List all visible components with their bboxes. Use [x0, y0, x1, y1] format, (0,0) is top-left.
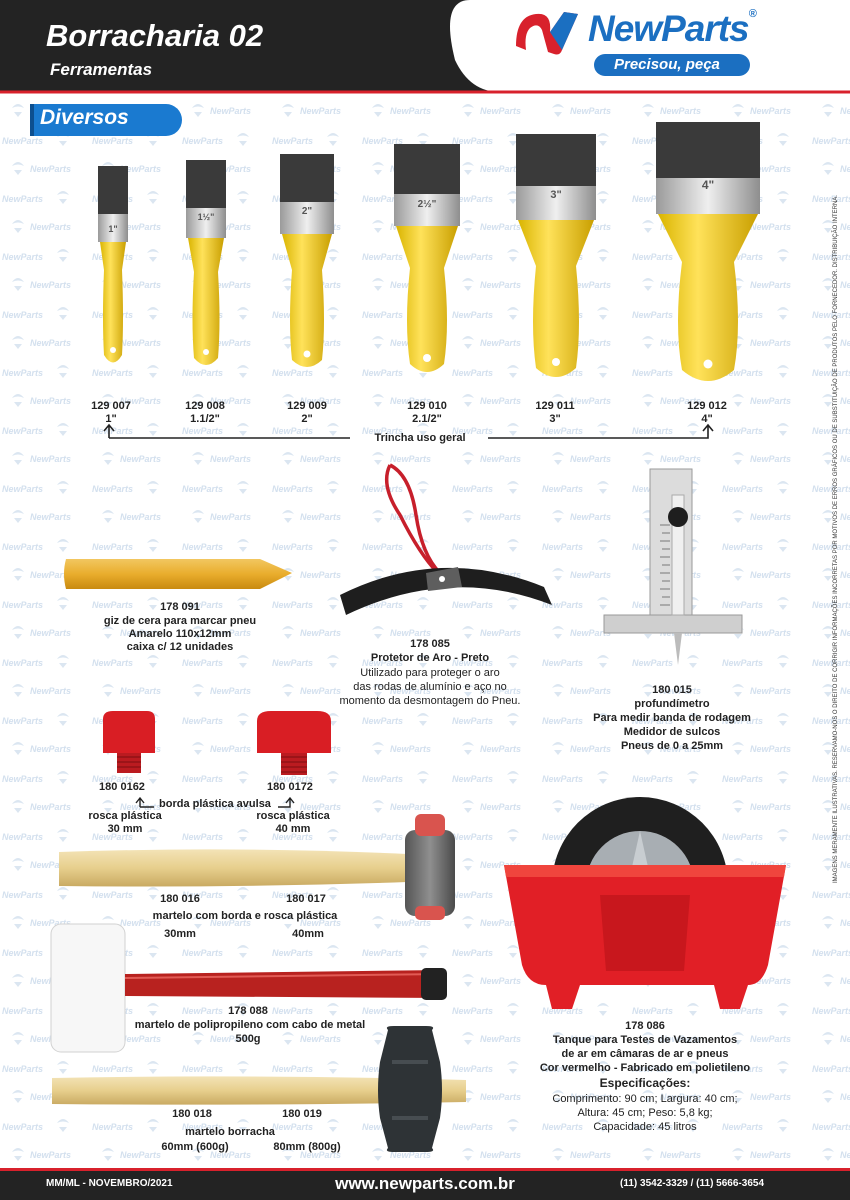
brush-2-size: 1.1/2" — [190, 413, 220, 425]
hammer-plastic-size-a: 30mm — [164, 928, 196, 940]
hammer-rubber-size-b: 80mm (800g) — [273, 1141, 341, 1153]
brush-6-size: 4" — [701, 413, 713, 425]
footer-website-link[interactable]: www.newparts.com.br — [335, 1174, 515, 1193]
side-disclaimer-text: IMAGENS MERAMENTE ILUSTRATIVAS. RESERVAMO-NOS O DIREITO DE CORRIGIR INFORMAÇÕES INCORRETAS POR MOTIVOS DE ERROS GRÁFICOS OU DE SUBSTITUIÇÃO DE PRODUTOS PELO FORNECEDOR. DISTRIBUIÇÃO INTERNA. — [833, 195, 839, 883]
brand-logo-icon — [512, 6, 582, 58]
hammer-pp-caption: martelo de polipropileno com cabo de metal — [134, 1019, 366, 1031]
side-disclaimer — [826, 195, 840, 890]
hammer-rubber-code-b: 180 019 — [282, 1108, 322, 1120]
tank-spec-2: Altura: 45 cm; Peso: 5,8 kg; — [577, 1107, 713, 1119]
brush-5-size: 3" — [549, 413, 561, 425]
depth-gauge-line-1: profundímetro — [634, 698, 710, 710]
tank-code: 178 086 — [625, 1020, 665, 1032]
hammer-rubber-code-a: 180 018 — [172, 1108, 212, 1120]
hammer-plastic-size-b: 40mm — [292, 928, 324, 940]
brushes-illustration — [80, 110, 780, 400]
brush-5-icon — [516, 134, 596, 377]
tips-caption: borda plástica avulsa — [159, 798, 271, 810]
brush-2-icon — [186, 160, 226, 365]
tip-a-label: rosca plástica — [88, 810, 162, 822]
rim-protector-icon — [330, 455, 560, 625]
test-tank-icon — [500, 795, 790, 1015]
rim-protector-line-3: momento da desmontagem do Pneu. — [339, 695, 521, 707]
chalk-line-1: giz de cera para marcar pneu — [103, 615, 257, 627]
brand-mark: ® — [748, 8, 756, 20]
hammer-pp-code: 178 088 — [228, 1005, 268, 1017]
brush-6-icon — [656, 122, 760, 381]
hammer-plastic-code-a: 180 016 — [160, 893, 200, 905]
tank-spec-3: Capacidade: 45 litros — [593, 1121, 697, 1133]
ferrule-mark-2: 1½" — [197, 212, 215, 222]
tank-line-4: Especificações: — [599, 1076, 691, 1090]
tank-line-3: Cor vermelho - Fabricado em polietileno — [539, 1062, 751, 1074]
tips-icon — [95, 705, 345, 785]
brush-1-icon — [98, 166, 128, 363]
brand-text: NewParts — [588, 8, 749, 49]
tank-spec-1: Comprimento: 90 cm; Largura: 40 cm; — [552, 1093, 738, 1105]
footer-edition: MM/ML - NOVEMBRO/2021 — [46, 1178, 173, 1189]
ferrule-mark-4: 2½" — [417, 199, 437, 210]
footer-phone: (11) 3542-3329 / (11) 5666-3654 — [620, 1178, 764, 1189]
ferrule-mark-6: 4" — [701, 178, 715, 192]
brush-5-code: 129 011 — [535, 400, 575, 412]
tip-b-label: rosca plástica — [256, 810, 330, 822]
depth-gauge-line-3: Medidor de sulcos — [623, 726, 721, 738]
page-title: Borracharia 02 — [46, 18, 264, 53]
tank-line-2: de ar em câmaras de ar e pneus — [561, 1048, 729, 1060]
depth-gauge-icon — [600, 465, 750, 675]
ferrule-mark-1: 1" — [108, 224, 118, 234]
chalk-line-2: Amarelo 110x12mm — [128, 628, 232, 640]
tip-b-size: 40 mm — [275, 823, 311, 835]
brush-caption: Trincha uso geral — [374, 432, 466, 444]
brush-4-size: 2.1/2" — [412, 413, 442, 425]
depth-gauge-line-4: Pneus de 0 a 25mm — [620, 740, 724, 752]
brush-3-icon — [280, 154, 334, 367]
brush-4-icon — [394, 144, 460, 372]
chalk-icon — [60, 555, 300, 595]
tip-b-code: 180 0172 — [267, 781, 313, 793]
depth-gauge-code: 180 015 — [652, 684, 692, 696]
tip-a-code: 180 0162 — [99, 781, 145, 793]
rim-protector-line-1: Utilizado para proteger o aro — [360, 667, 500, 679]
ferrule-mark-5: 3" — [550, 189, 562, 201]
brand-name — [588, 8, 756, 50]
tip-a-size: 30 mm — [107, 823, 143, 835]
hammer-pp-weight: 500g — [235, 1033, 261, 1045]
brush-6-code: 129 012 — [687, 400, 727, 412]
brush-3-code: 129 009 — [287, 400, 327, 412]
tank-line-1: Tanque para Testes de Vazamentos — [552, 1034, 738, 1046]
brush-3-size: 2" — [301, 413, 313, 425]
brush-2-code: 129 008 — [185, 400, 225, 412]
brush-1-size: 1" — [105, 413, 117, 425]
hammer-rubber-size-a: 60mm (600g) — [161, 1141, 229, 1153]
rim-protector-code: 178 085 — [410, 638, 450, 650]
depth-gauge-line-2: Para medir banda de rodagem — [593, 712, 751, 724]
hammer-rubber-caption: martelo borracha — [185, 1126, 275, 1138]
rim-protector-title: Protetor de Aro - Preto — [370, 652, 490, 664]
hammer-plastic-icon — [55, 810, 455, 920]
ferrule-mark-3: 2" — [301, 206, 313, 217]
page-subtitle: Ferramentas — [50, 60, 153, 79]
brush-4-code: 129 010 — [407, 400, 447, 412]
chalk-line-3: caixa c/ 12 unidades — [126, 641, 234, 653]
rim-protector-line-2: das rodas de alumínio e aço no — [353, 681, 507, 693]
section-title: Diversos — [40, 106, 129, 129]
hammer-plastic-code-b: 180 017 — [286, 893, 326, 905]
brush-1-code: 129 007 — [91, 400, 131, 412]
hammer-plastic-caption: martelo com borda e rosca plástica — [152, 910, 338, 922]
slogan-text: Precisou, peça — [614, 56, 720, 73]
chalk-code: 178 091 — [160, 601, 200, 613]
